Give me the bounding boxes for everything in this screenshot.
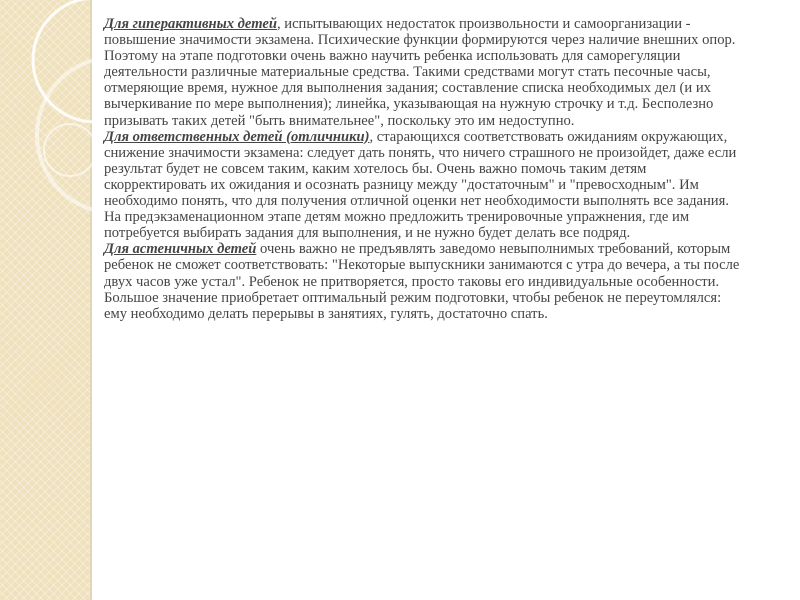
paragraph-asthenic — [104, 241, 744, 321]
slide-text-body — [104, 16, 744, 322]
sidebar-divider — [90, 0, 92, 600]
paragraph-responsible — [104, 129, 744, 242]
paragraph-body-responsible: , старающихся соответствовать ожиданиям окружающих, снижение значимости экзамена: следует дать понять, что ничего страшного не произойдет, даже если результат будет не совсем таким, каким хотелось бы. Очень важно помочь таким детям скорректировать их ожидания и осознать разницу между "достаточным" и "превосходным". Им необходимо понять, что для получения отличной оценки нет необходимости выполнять все задания. На предэкзаменационном этапе детям можно предложить тренировочные упражнения, где им потребуется выбирать задания для выполнения, и не нужно будет делать все подряд. — [104, 128, 737, 242]
paragraph-body-asthenic: очень важно не предъявлять заведомо невыполнимых требований, которым ребенок не сможет соответствовать: "Некоторые выпускники занимаются с утра до вечера, а ты после двух часов уже устал". Ребенок не притворяется, просто таковы его индивидуальные особенности. Большое значение приобретает оптимальный режим подготовки, чтобы ребенок не переутомлялся: ему необходимо делать перерывы в занятиях, гулять, достаточно спать. — [104, 241, 740, 322]
paragraph-lead-hyperactive: Для гиперактивных детей — [104, 16, 277, 32]
paragraph-lead-asthenic: Для астеничных детей — [104, 241, 257, 258]
paragraph-lead-responsible: Для ответственных детей (отличники) — [104, 128, 370, 145]
paragraph-hyperactive — [104, 16, 744, 129]
decorative-sidebar — [0, 0, 90, 600]
paragraph-body-hyperactive: , испытывающих недостаток произвольности и самоорганизации - повышение значимости экзамена. Психические функции формируются через наличие внешних опор. Поэтому на этапе подготовки очень важно научить ребенка использовать для саморегуляции деятельности различные материальные средства. Такими средствами могут стать песочные часы, отмеряющие время, нужное для выполнения задания; составление списка необходимых дел (и их вычеркивание по мере выполнения); линейка, указывающая на нужную строчку и т.д. Бесполезно призывать таких детей "быть внимательнее", поскольку это им недоступно. — [104, 16, 736, 129]
